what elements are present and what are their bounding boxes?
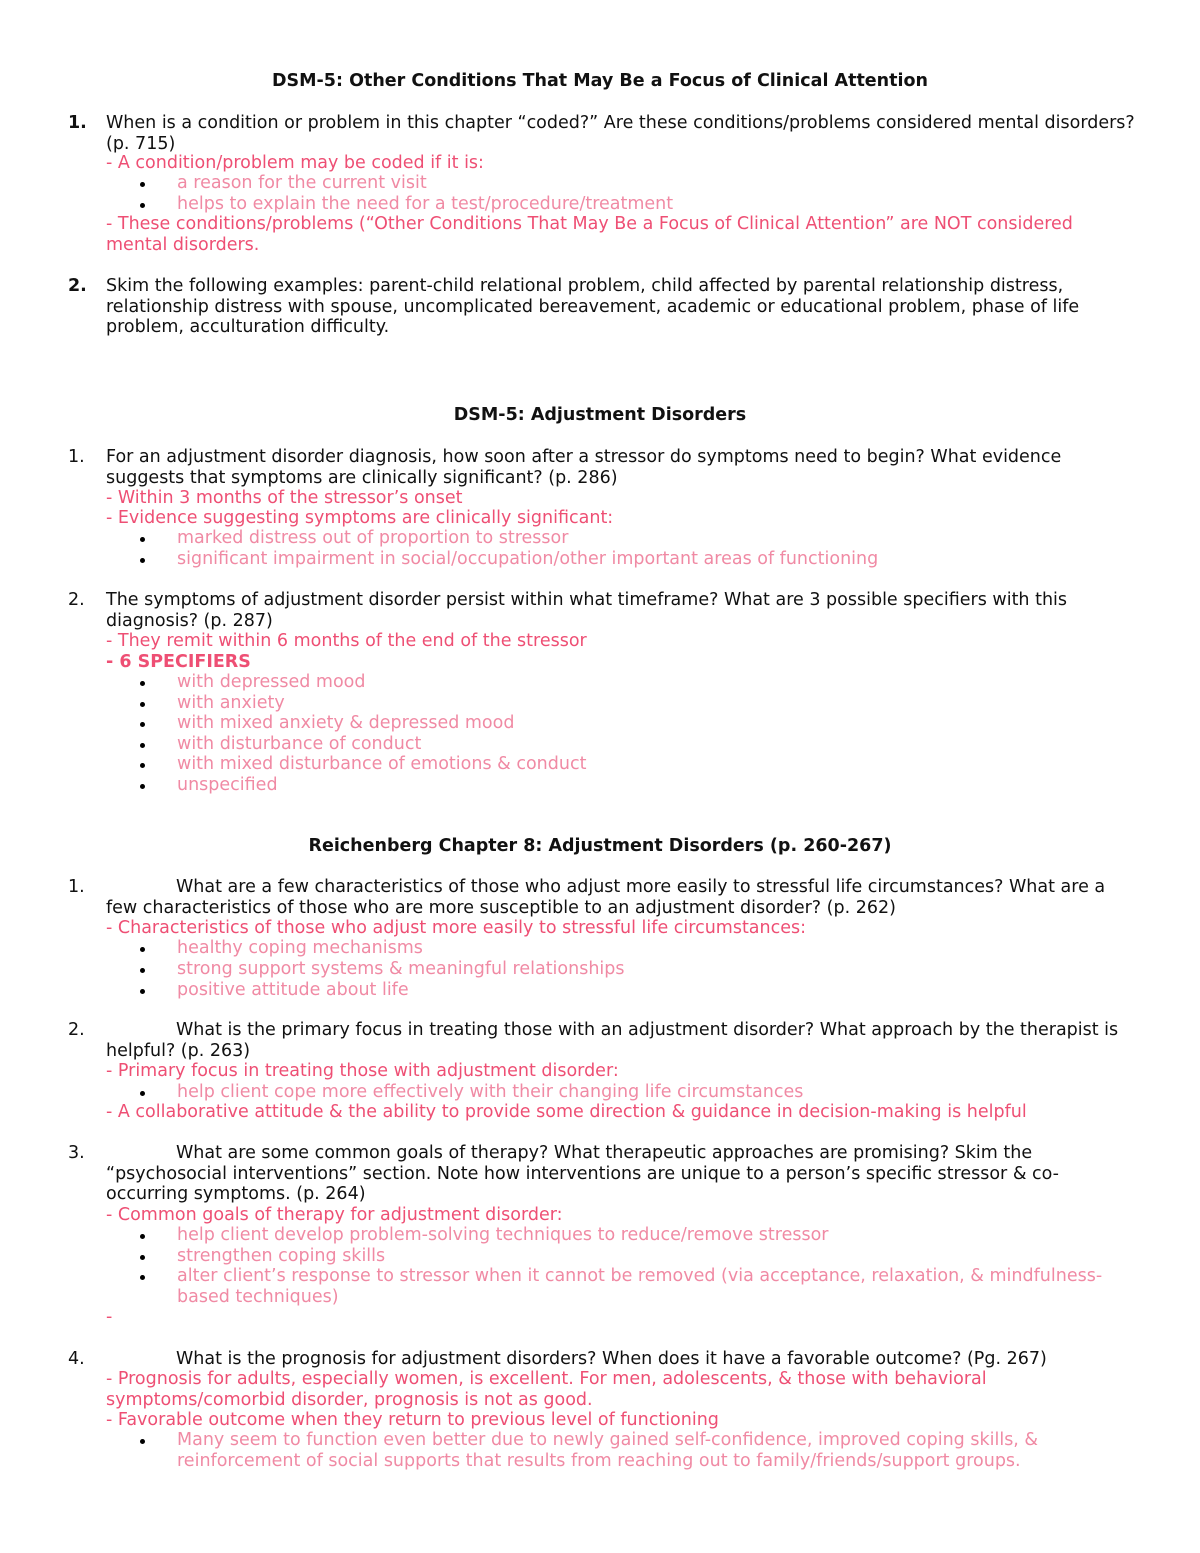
item-number: 2. (68, 276, 87, 296)
answer-text: - (106, 1307, 113, 1327)
bullet-icon (140, 702, 145, 707)
question-text: What is the prognosis for adjustment disorders? When does it have a favorable outcome? (Pg. 267) (176, 1349, 1047, 1369)
answer-text: - Common goals of therapy for adjustment disorder: (106, 1205, 563, 1225)
bullet-icon (140, 681, 145, 686)
document-page: DSM-5: Other Conditions That May Be a Focus of Clinical Attention 1. When is a condition or problem in this chapter “coded?” Are these conditions/problems considered mental disorders? (p. 715) - A condition/problem may be coded if it is: a reason for the current visit helps to explain the need for a test/procedure/treatment - These conditions/problems (“Other Conditions That May Be a Focus of Clinical Attention” are NOT considered mental disorders. 2. Skim the following examples: parent-child relational problem, child affected by parental relationship distress, relationship distress with spouse, uncomplicated bereavement, academic or educational problem, phase of life problem, acculturation difficulty. DSM-5: Adjustment Disorders 1. For an adjustment disorder diagnosis, how soon after a stressor do symptoms need to begin? What evidence suggests that symptoms are clinically significant? (p. 286) - Within 3 months of the stressor’s onset - Evidence suggesting symptoms are clinically significant: marked distress out of proportion to stressor significant impairment in social/occupation/other important areas of functioning 2. The symptoms of adjustment disorder persist within what timeframe? What are 3 possible specifiers with this diagnosis? (p. 287) - They remit within 6 months of the end of the stressor - 6 SPECIFIERS with depressed mood with anxiety with mixed anxiety & depressed mood with disturbance of conduct with mixed disturbance of emotions & conduct unspecified Reichenberg Chapter 8: Adjustment Disorders (p. 260-267) 1. What are a few characteristics of those who adjust more easily to stressful life circumstances? What are a few characteristics of those who are more susceptible to an adjustment disorder? (p. 262) - Characteristics of those who adjust more easily to stressful life circumstances: healthy coping mechanisms strong support systems & meaningful relationships positive attitude about life 2. What is the primary focus in treating those with an adjustment disorder? What approach by the therapist is helpful? (p. 263) - Primary focus in treating those with adjustment disorder: help client cope more effectively with their changing life circumstances - A collaborative attitude & the ability to provide some direction & guidance in decision-making is helpful 3. What are some common goals of therapy? What therapeutic approaches are promising? Skim the “psychosocial interventions” section. Note how interventions are unique to a person’s specific stressor & co-occurring symptoms. (p. 264) - Common goals of therapy for adjustment disorder: help client develop problem-solving techniques to reduce/remove stressor strengthen coping skills alter client’s response to stressor when it cannot be removed (via acceptance, relaxation, & mindfulness-based techniques) - 4. What is the prognosis for adjustment disorders? When does it have a favorable outcome? (Pg. 267) - Prognosis for adults, especially women, is excellent. For men, adolescents, & those with behavioral symptoms/comorbid disorder, prognosis is not as good. - Favorable outcome when they return to previous level of functioning Many seem to function even better due to newly gained self-confidence, improved coping skills, & reinforcement of social supports that results from reaching out to family/friends/support groups. (0, 0, 1200, 1553)
bullet-icon (140, 203, 145, 208)
bullet-icon (140, 743, 145, 748)
item-number: 2. (68, 590, 85, 610)
question-text: For an adjustment disorder diagnosis, how soon after a stressor do symptoms need to begin? What evidence suggests that symptoms are clinically significant? (p. 286) (106, 447, 1062, 488)
bullet-icon (140, 537, 145, 542)
bullet-icon (140, 1439, 145, 1444)
answer-text: - Favorable outcome when they return to previous level of functioning (106, 1410, 719, 1430)
bullet-icon (140, 989, 145, 994)
answer-text: - A condition/problem may be coded if it is: (106, 153, 484, 173)
answer-text: - 6 SPECIFIERS (106, 652, 251, 672)
bullet-icon (140, 1091, 145, 1096)
answer-text: - Within 3 months of the stressor’s onset (106, 488, 463, 508)
bullet-icon (140, 182, 145, 187)
bullet-icon (140, 1275, 145, 1280)
item-number: 1. (68, 877, 85, 897)
question-text: What are a few characteristics of those who adjust more easily to stressful life circumstances? What are a few characteristics of those who are more susceptible to an adjustment disorder? (p. 262) (106, 877, 1106, 918)
item-number: 2. (68, 1020, 85, 1040)
bullet-icon (140, 1234, 145, 1239)
answer-text: - Primary focus in treating those with adjustment disorder: (106, 1061, 619, 1081)
bullet-icon (140, 1255, 145, 1260)
bullet-icon (140, 722, 145, 727)
item-number: 4. (68, 1349, 85, 1369)
answer-text: - These conditions/problems (“Other Conditions That May Be a Focus of Clinical Attention” are NOT considered mental disorders. (106, 214, 1073, 255)
bullet-icon (140, 784, 145, 789)
bullet-icon (140, 763, 145, 768)
question-text: When is a condition or problem in this chapter “coded?” Are these conditions/problems considered mental disorders? (p. 715) (106, 113, 1135, 154)
answer-text: - Prognosis for adults, especially women, is excellent. For men, adolescents, & those with behavioral symptoms/comorbid disorder, prognosis is not as good. (106, 1369, 987, 1410)
item-number: 1. (68, 447, 85, 467)
question-text: What is the primary focus in treating those with an adjustment disorder? What approach by the therapist is helpful? (p. 263) (106, 1020, 1119, 1061)
bullet-icon (140, 968, 145, 973)
bullet-icon (140, 558, 145, 563)
bullet-icon (140, 947, 145, 952)
question-text: Skim the following examples: parent-child relational problem, child affected by parental relationship distress, relationship distress with spouse, uncomplicated bereavement, academic or educational problem, phase of life problem, acculturation difficulty. (106, 276, 1080, 337)
item-number: 1. (68, 113, 87, 133)
answer-text: - Characteristics of those who adjust more easily to stressful life circumstances: (106, 918, 807, 938)
answer-text: - They remit within 6 months of the end of the stressor (106, 631, 587, 651)
section-title: DSM-5: Other Conditions That May Be a Focus of Clinical Attention (272, 71, 928, 91)
question-text: The symptoms of adjustment disorder persist within what timeframe? What are 3 possible specifiers with this diagnosis? (p. 287) (106, 590, 1068, 631)
section-title: DSM-5: Adjustment Disorders (453, 405, 747, 425)
question-text: What are some common goals of therapy? What therapeutic approaches are promising? Skim the “psychosocial interventions” section. Note how interventions are unique to a person’s specific stressor & co-occurring symptoms. (p. 264) (106, 1143, 1059, 1204)
section-title: Reichenberg Chapter 8: Adjustment Disorders (p. 260-267) (308, 836, 892, 856)
answer-text: - A collaborative attitude & the ability to provide some direction & guidance in decision-making is helpful (106, 1102, 1027, 1122)
answer-text: - Evidence suggesting symptoms are clinically significant: (106, 508, 614, 528)
item-number: 3. (68, 1143, 85, 1163)
